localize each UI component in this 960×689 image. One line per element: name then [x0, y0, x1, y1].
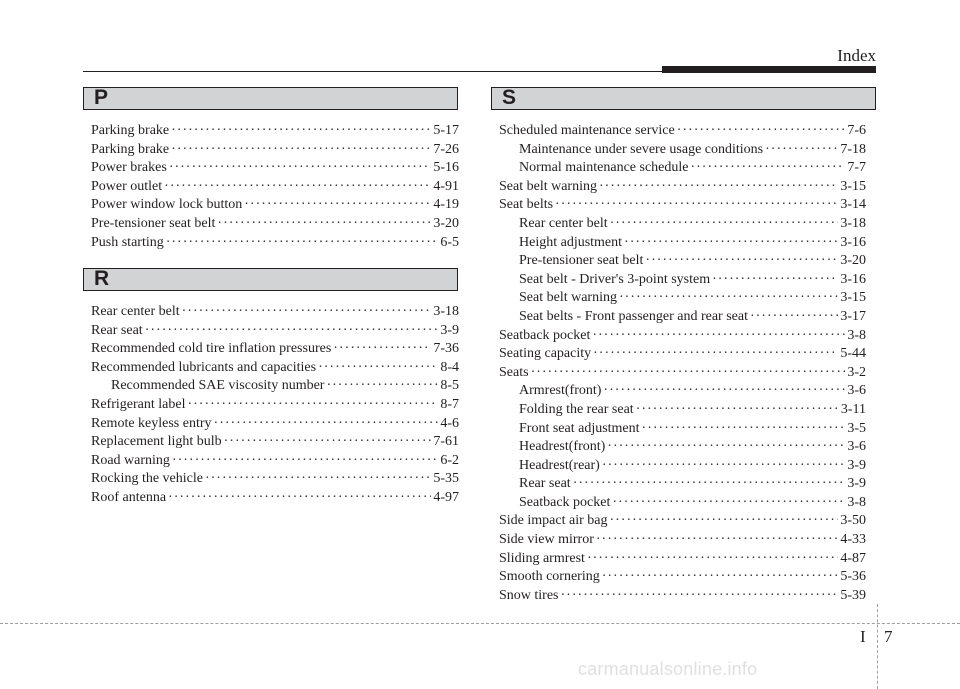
index-entry — [499, 550, 866, 569]
dot-leader — [610, 215, 839, 234]
index-entry-term: Seat belt warning — [519, 290, 617, 306]
index-entry-page: 3-5 — [847, 420, 866, 436]
index-entry — [499, 252, 866, 271]
dot-leader — [145, 322, 439, 341]
index-entry-page: 7-61 — [433, 434, 459, 450]
index-entry-term: Headrest(rear) — [519, 457, 600, 473]
index-entry — [91, 470, 459, 489]
index-entry-term: Seat belt warning — [499, 178, 597, 194]
index-entry-page: 5-36 — [840, 569, 866, 585]
index-entry — [91, 433, 459, 452]
index-entry — [91, 377, 459, 396]
dot-leader — [602, 457, 846, 476]
index-entry-page: 5-17 — [433, 123, 459, 138]
index-entry-term: Folding the rear seat — [519, 401, 634, 417]
index-entry-term: Parking brake — [91, 141, 170, 157]
index-entry-page: 5-39 — [840, 587, 866, 603]
dot-leader — [593, 345, 838, 364]
index-entry-page: 6-2 — [440, 452, 459, 468]
index-entry — [91, 340, 459, 359]
dot-leader — [182, 303, 432, 322]
index-entry-page: 4-91 — [433, 178, 459, 194]
index-entry — [499, 401, 866, 420]
dot-leader — [171, 141, 431, 160]
index-entry-page: 3-9 — [847, 457, 866, 473]
dot-leader — [599, 178, 838, 197]
index-entry — [499, 438, 866, 457]
index-entry-page: 3-11 — [840, 401, 866, 417]
dot-leader — [171, 122, 431, 141]
dot-leader — [318, 359, 438, 378]
index-entry — [91, 322, 459, 341]
index-entry-page: 3-8 — [847, 494, 866, 510]
index-entry — [499, 587, 866, 606]
dot-leader — [612, 494, 845, 513]
dot-leader — [607, 438, 845, 457]
index-entry-page: 4-6 — [440, 415, 459, 431]
index-entry-page: 3-6 — [847, 383, 866, 399]
dot-leader — [587, 550, 838, 569]
index-entry — [499, 178, 866, 197]
index-entry — [91, 396, 459, 415]
index-entry — [91, 452, 459, 471]
dot-leader — [169, 159, 432, 178]
index-entry-page: 3-6 — [847, 439, 866, 455]
index-entry — [499, 364, 866, 383]
index-entry-page: 4-97 — [433, 489, 459, 505]
index-entry-page: 3-17 — [840, 308, 866, 324]
index-entry-term: Height adjustment — [519, 234, 623, 250]
index-entry — [91, 196, 459, 215]
index-entry — [499, 271, 866, 290]
section-header-p — [83, 87, 458, 110]
index-entry-term: Push starting — [91, 234, 164, 250]
index-entry — [499, 382, 866, 401]
index-entry — [499, 420, 866, 439]
footer-page-number: 7 — [884, 627, 893, 646]
index-entry-term: Seats — [499, 364, 529, 380]
index-entry — [499, 289, 866, 308]
index-list-r — [91, 303, 459, 508]
index-entry-term: Snow tires — [499, 587, 559, 603]
dot-leader — [677, 122, 846, 141]
index-entry-term: Scheduled maintenance service — [499, 123, 675, 138]
section-header-r — [83, 268, 458, 291]
page-title: Index — [837, 46, 876, 65]
index-entry-term: Recommended SAE viscosity number — [111, 378, 325, 394]
index-entry-page: 3-20 — [840, 253, 866, 269]
index-entry — [499, 512, 866, 531]
index-entry-page: 3-9 — [440, 322, 459, 338]
footer-section-letter: I — [860, 627, 866, 646]
index-entry — [499, 196, 866, 215]
index-entry-term: Rear seat — [519, 476, 571, 492]
index-entry-term: Seat belts — [499, 197, 554, 213]
index-entry-term: Front seat adjustment — [519, 420, 640, 436]
section-letter-s: S — [502, 86, 517, 109]
index-entry-term: Power brakes — [91, 160, 167, 176]
index-entry-page: 5-35 — [433, 471, 459, 487]
index-entry-page: 7-26 — [433, 141, 459, 157]
dot-leader — [168, 489, 431, 508]
index-entry-page: 3-2 — [847, 364, 866, 380]
dot-leader — [645, 252, 838, 271]
section-letter-p: P — [94, 86, 109, 109]
index-entry-term: Rear seat — [91, 322, 143, 338]
index-entry — [499, 159, 866, 178]
index-entry-page: 3-16 — [840, 234, 866, 250]
dot-leader — [619, 289, 838, 308]
index-entry — [499, 457, 866, 476]
index-entry-page: 4-19 — [433, 197, 459, 213]
index-entry-term: Pre-tensioner seat belt — [519, 253, 644, 269]
index-entry-page: 8-4 — [440, 359, 459, 375]
dot-leader — [214, 415, 439, 434]
dot-leader — [690, 159, 845, 178]
dot-leader — [602, 568, 839, 587]
index-entry-term: Seat belts - Front passenger and rear seat — [519, 308, 748, 324]
index-entry-page: 8-7 — [440, 396, 459, 412]
dot-leader — [166, 234, 439, 253]
index-entry-page: 3-15 — [840, 290, 866, 306]
index-entry-term: Armrest(front) — [519, 383, 602, 399]
watermark: carmanualsonline.info — [578, 659, 758, 679]
index-entry-page: 3-18 — [840, 215, 866, 231]
dot-leader — [531, 364, 846, 383]
dot-leader — [609, 512, 838, 531]
index-entry — [91, 234, 459, 253]
index-entry — [91, 489, 459, 508]
index-entry-page: 3-20 — [433, 215, 459, 231]
index-entry-page: 7-7 — [847, 160, 866, 176]
dot-leader — [164, 178, 431, 197]
index-entry — [499, 122, 866, 141]
index-list-s — [499, 122, 866, 605]
index-entry-page: 3-9 — [847, 476, 866, 492]
index-entry-term: Road warning — [91, 452, 170, 468]
dot-leader — [561, 587, 839, 606]
dot-leader — [765, 141, 838, 160]
dot-leader — [750, 308, 838, 327]
index-entry-term: Maintenance under severe usage conditions — [519, 141, 764, 157]
index-entry-term: Seatback pocket — [519, 494, 611, 510]
index-entry-term: Recommended lubricants and capacities — [91, 359, 317, 375]
index-entry — [91, 178, 459, 197]
index-entry — [91, 359, 459, 378]
index-entry-term: Side impact air bag — [499, 513, 608, 529]
index-entry-page: 4-33 — [840, 532, 866, 548]
index-entry-page: 5-16 — [433, 160, 459, 176]
footer-dashed-divider — [877, 604, 878, 689]
index-entry — [499, 308, 866, 327]
index-entry — [499, 494, 866, 513]
index-entry-page: 3-15 — [840, 178, 866, 194]
index-entry-page: 7-36 — [433, 341, 459, 357]
index-entry-page: 4-87 — [840, 550, 866, 566]
index-entry — [499, 475, 866, 494]
index-entry — [91, 141, 459, 160]
section-letter-r: R — [94, 267, 110, 290]
index-entry-term: Power window lock button — [91, 197, 243, 213]
index-entry-page: 5-44 — [840, 346, 866, 362]
dot-leader — [172, 452, 438, 471]
index-entry-page: 8-5 — [440, 378, 459, 394]
index-entry — [499, 141, 866, 160]
index-entry-term: Replacement light bulb — [91, 434, 222, 450]
index-entry — [91, 415, 459, 434]
index-entry — [499, 234, 866, 253]
index-entry-term: Normal maintenance schedule — [519, 160, 689, 176]
index-entry — [499, 531, 866, 550]
index-entry-term: Power outlet — [91, 178, 163, 194]
index-entry — [91, 159, 459, 178]
index-entry-term: Sliding armrest — [499, 550, 585, 566]
header-accent-bar — [662, 66, 876, 73]
index-entry-term: Parking brake — [91, 123, 170, 138]
dot-leader — [624, 234, 838, 253]
dot-leader — [217, 215, 431, 234]
index-entry — [499, 215, 866, 234]
dot-leader — [642, 420, 846, 439]
footer-dashed-line — [0, 623, 960, 624]
dot-leader — [244, 196, 431, 215]
index-entry — [499, 345, 866, 364]
index-entry-term: Seating capacity — [499, 346, 592, 362]
index-entry-page: 6-5 — [440, 234, 459, 250]
index-entry-page: 7-18 — [840, 141, 866, 157]
index-entry-page: 3-14 — [840, 197, 866, 213]
index-entry-term: Smooth cornering — [499, 569, 600, 585]
index-entry-term: Remote keyless entry — [91, 415, 212, 431]
index-entry-page: 7-6 — [847, 123, 866, 138]
index-entry-term: Rocking the vehicle — [91, 471, 203, 487]
dot-leader — [555, 196, 838, 215]
index-entry — [91, 215, 459, 234]
index-entry-term: Recommended cold tire inflation pressures — [91, 341, 332, 357]
dot-leader — [636, 401, 839, 420]
index-entry-page: 3-18 — [433, 304, 459, 319]
index-entry-term: Seat belt - Driver's 3-point system — [519, 271, 711, 287]
index-entry-page: 3-16 — [840, 271, 866, 287]
dot-leader — [603, 382, 845, 401]
dot-leader — [573, 475, 846, 494]
dot-leader — [592, 327, 845, 346]
index-entry-term: Seatback pocket — [499, 327, 591, 343]
index-entry-term: Side view mirror — [499, 532, 594, 548]
index-entry-term: Rear center belt — [519, 215, 608, 231]
index-entry-term: Roof antenna — [91, 489, 167, 505]
index-entry — [91, 303, 459, 322]
dot-leader — [333, 340, 431, 359]
dot-leader — [224, 433, 432, 452]
dot-leader — [326, 377, 438, 396]
index-entry — [499, 568, 866, 587]
index-entry — [499, 327, 866, 346]
index-entry-term: Refrigerant label — [91, 396, 186, 412]
section-header-s — [491, 87, 876, 110]
dot-leader — [596, 531, 838, 550]
index-entry-term: Headrest(front) — [519, 439, 606, 455]
index-entry-term: Pre-tensioner seat belt — [91, 215, 216, 231]
index-entry-page: 3-8 — [847, 327, 866, 343]
index-entry-term: Rear center belt — [91, 304, 180, 319]
dot-leader — [205, 470, 431, 489]
dot-leader — [187, 396, 438, 415]
index-entry-page: 3-50 — [840, 513, 866, 529]
index-entry — [91, 122, 459, 141]
dot-leader — [712, 271, 838, 290]
index-list-p — [91, 122, 459, 252]
